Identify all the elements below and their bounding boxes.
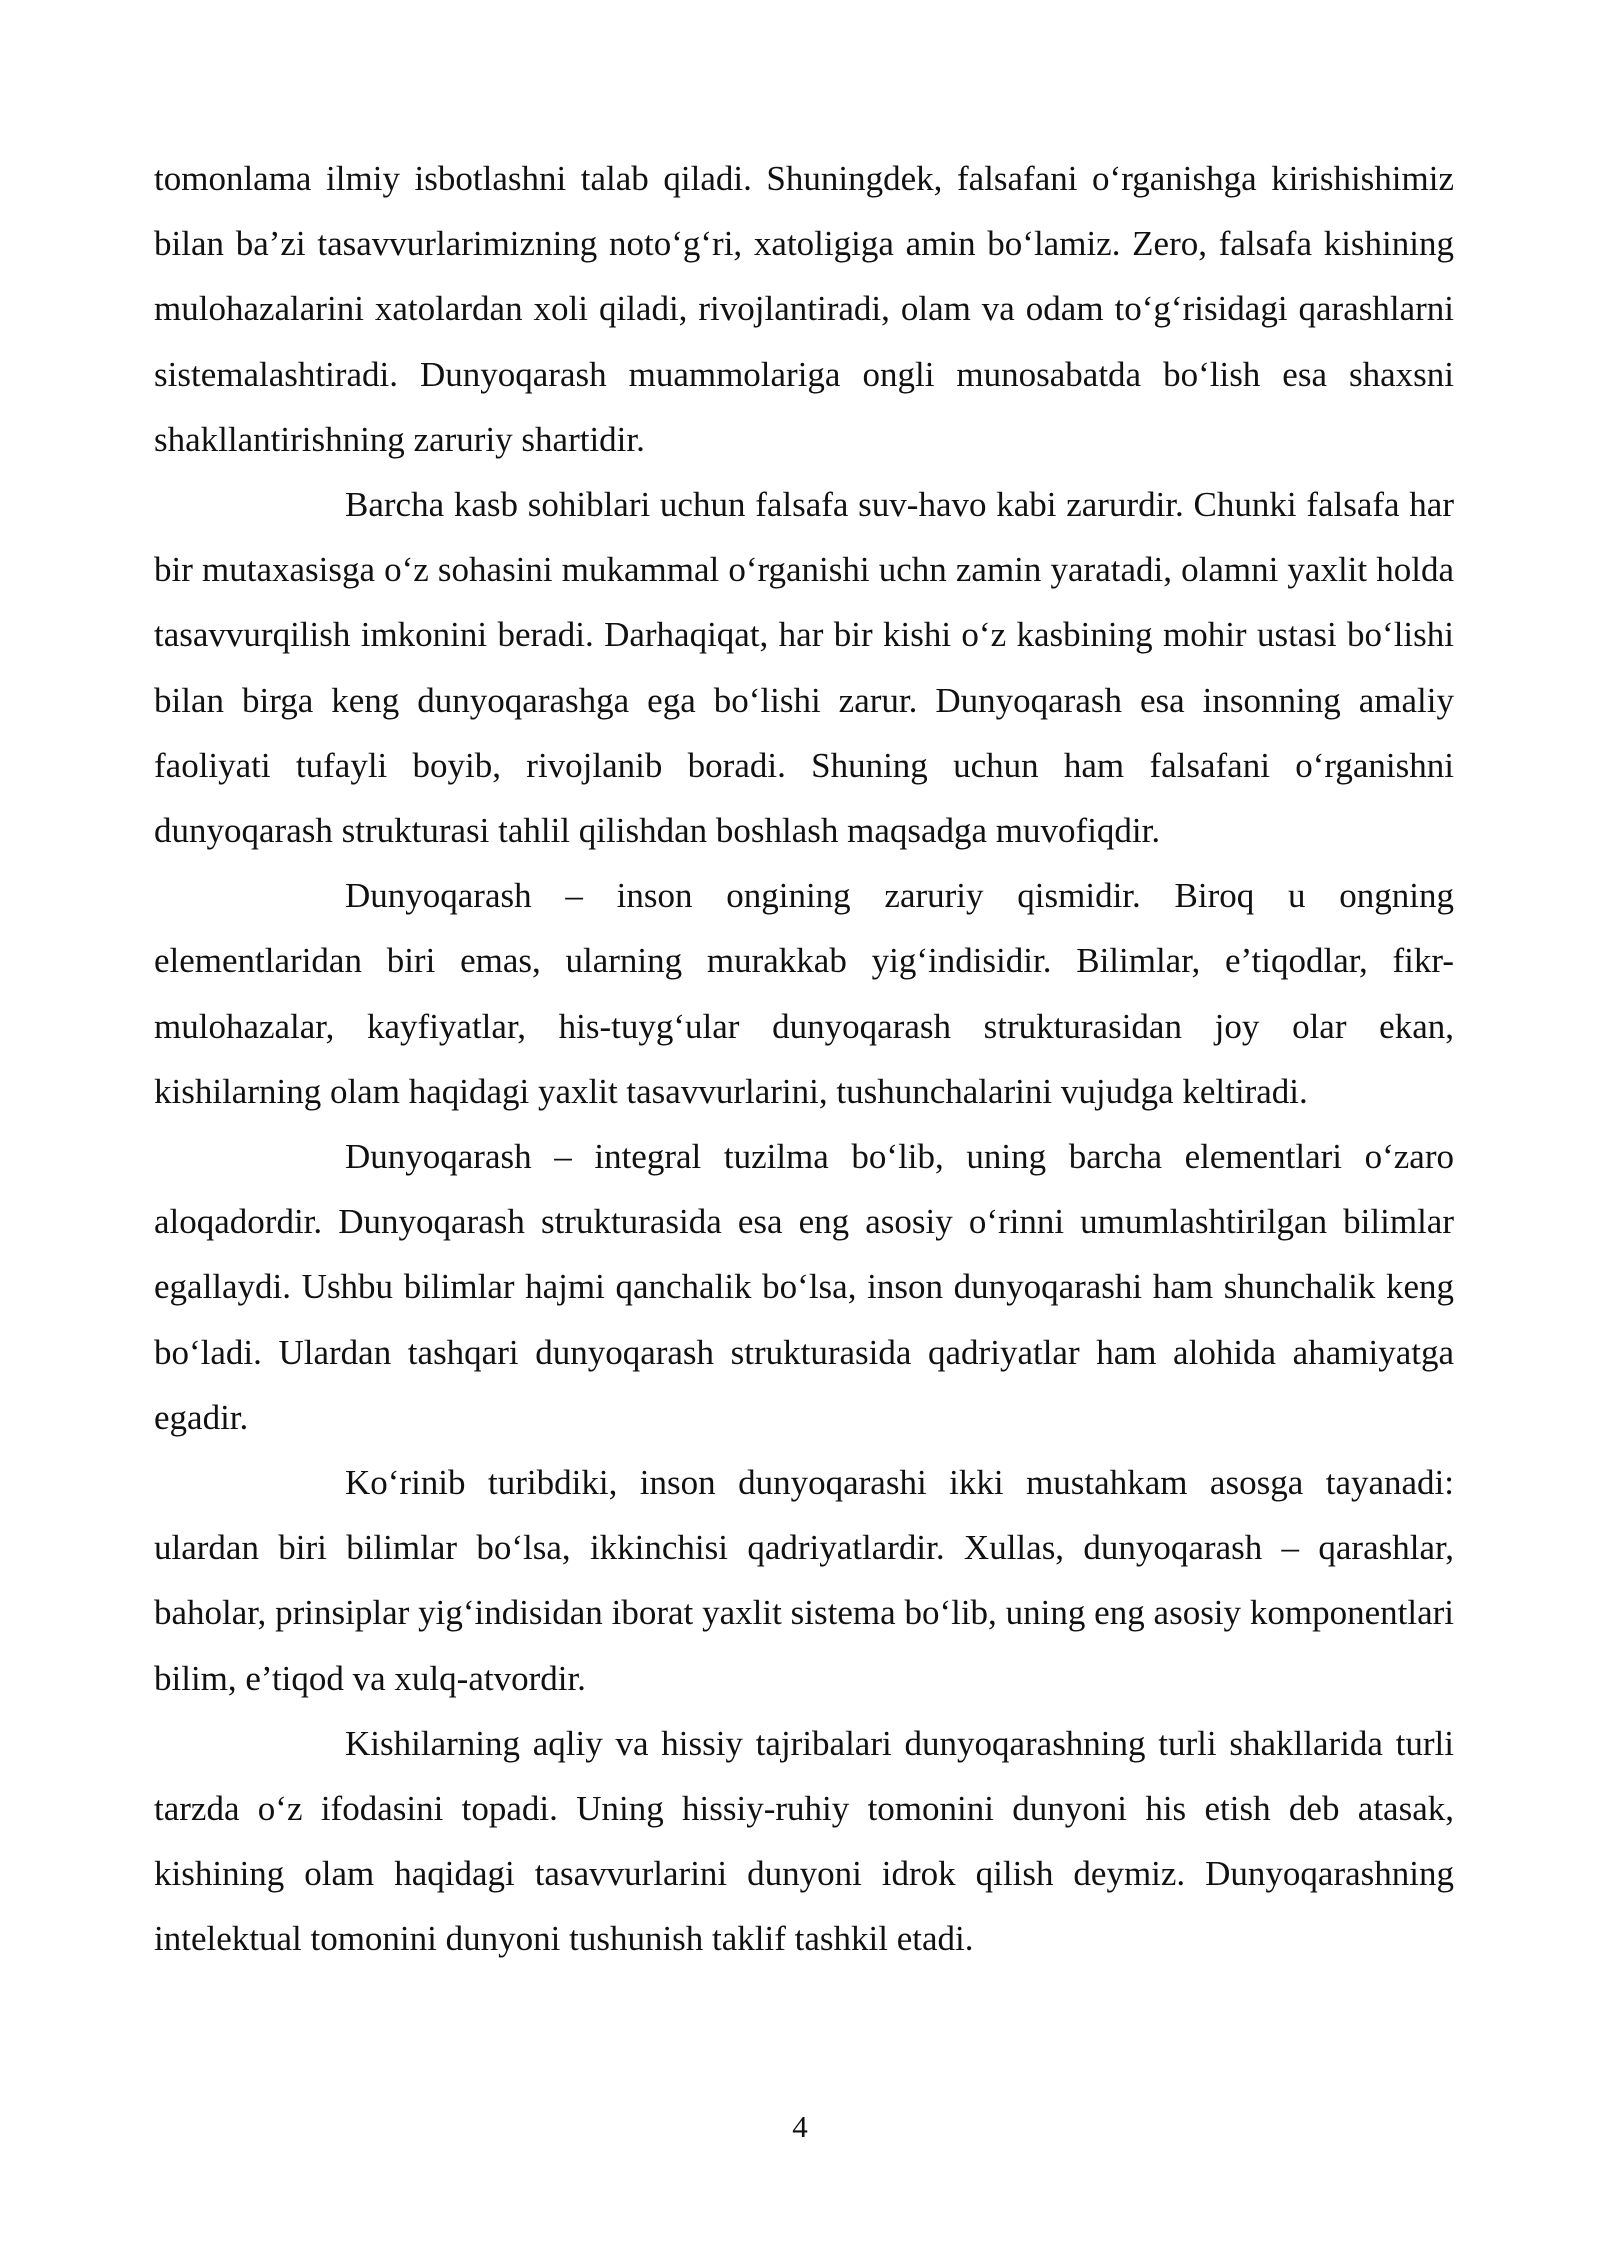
- body-text: [154, 146, 1454, 1972]
- paragraph: Kishilarning aqliy va hissiy tajribalari dunyoqarashning turli shakllarida turli tarzda o‘z ifodasini topadi. Uning hissiy-ruhiy tomonini dunyoni his etish deb atasak, kishining olam haqidagi tasavvurlarini dunyoni idrok qilish deymiz. Dunyoqarashning intelektual tomonini dunyoni tushunish taklif tashkil etadi.: [154, 1723, 1454, 1959]
- page-number: 4: [792, 2109, 808, 2144]
- paragraph: Ko‘rinib turibdiki, inson dunyoqarashi ikki mustahkam asosga tayanadi: ulardan biri bilimlar bo‘lsa, ikkinchisi qadriyatlardir. Xullas, dunyoqarash – qarashlar, baholar, prinsiplar yig‘indisidan iborat yaxlit sistema bo‘lib, uning eng asosiy komponentlari bilim, e’tiqod va xulq-atvordir.: [154, 1463, 1454, 1698]
- paragraph: Dunyoqarash – inson ongining zaruriy qismidir. Biroq u ongning elementlaridan biri emas, ularning murakkab yig‘indisidir. Bilimlar, e’tiqodlar, fikr-mulohazalar, kayfiyatlar, his-tuyg‘ular dunyoqarash strukturasidan joy olar ekan, kishilarning olam haqidagi yaxlit tasavvurlarini, tushunchalarini vujudga keltiradi.: [154, 876, 1454, 1111]
- paragraph: Dunyoqarash – integral tuzilma bo‘lib, uning barcha elementlari o‘zaro aloqadordir. Dunyoqarash strukturasida esa eng asosiy o‘rinni umumlashtirilgan bilimlar egallaydi. Ushbu bilimlar hajmi qanchalik bo‘lsa, inson dunyoqarashi ham shunchalik keng bo‘ladi. Ulardan tashqari dunyoqarash strukturasida qadriyatlar ham alohida ahamiyatga egadir.: [154, 1137, 1454, 1437]
- paragraph: Barcha kasb sohiblari uchun falsafa suv-havo kabi zarurdir. Chunki falsafa har bir mutaxasisga o‘z sohasini mukammal o‘rganishi uchn zamin yaratadi, olamni yaxlit holda tasavvurqilish imkonini beradi. Darhaqiqat, har bir kishi o‘z kasbining mohir ustasi bo‘lishi bilan birga keng dunyoqarashga ega bo‘lishi zarur. Dunyoqarash esa insonning amaliy faoliyati tufayli boyib, rivojlanib boradi. Shuning uchun ham falsafani o‘rganishni dunyoqarash strukturasi tahlil qilishdan boshlash maqsadga muvofiqdir.: [154, 485, 1454, 851]
- paragraph-continuation: tomonlama ilmiy isbotlashni talab qiladi. Shuningdek, falsafani o‘rganishga kirishishimiz bilan ba’zi tasavvurlarimizning noto‘g‘ri, xatoligiga amin bo‘lamiz. Zero, falsafa kishining mulohazalarini xatolardan xoli qiladi, rivojlantiradi, olam va odam to‘g‘risidagi qarashlarni sistemalashtiradi. Dunyoqarash muammolariga ongli munosabatda bo‘lish esa shaxsni shakllantirishning zaruriy shartidir.: [154, 159, 1454, 459]
